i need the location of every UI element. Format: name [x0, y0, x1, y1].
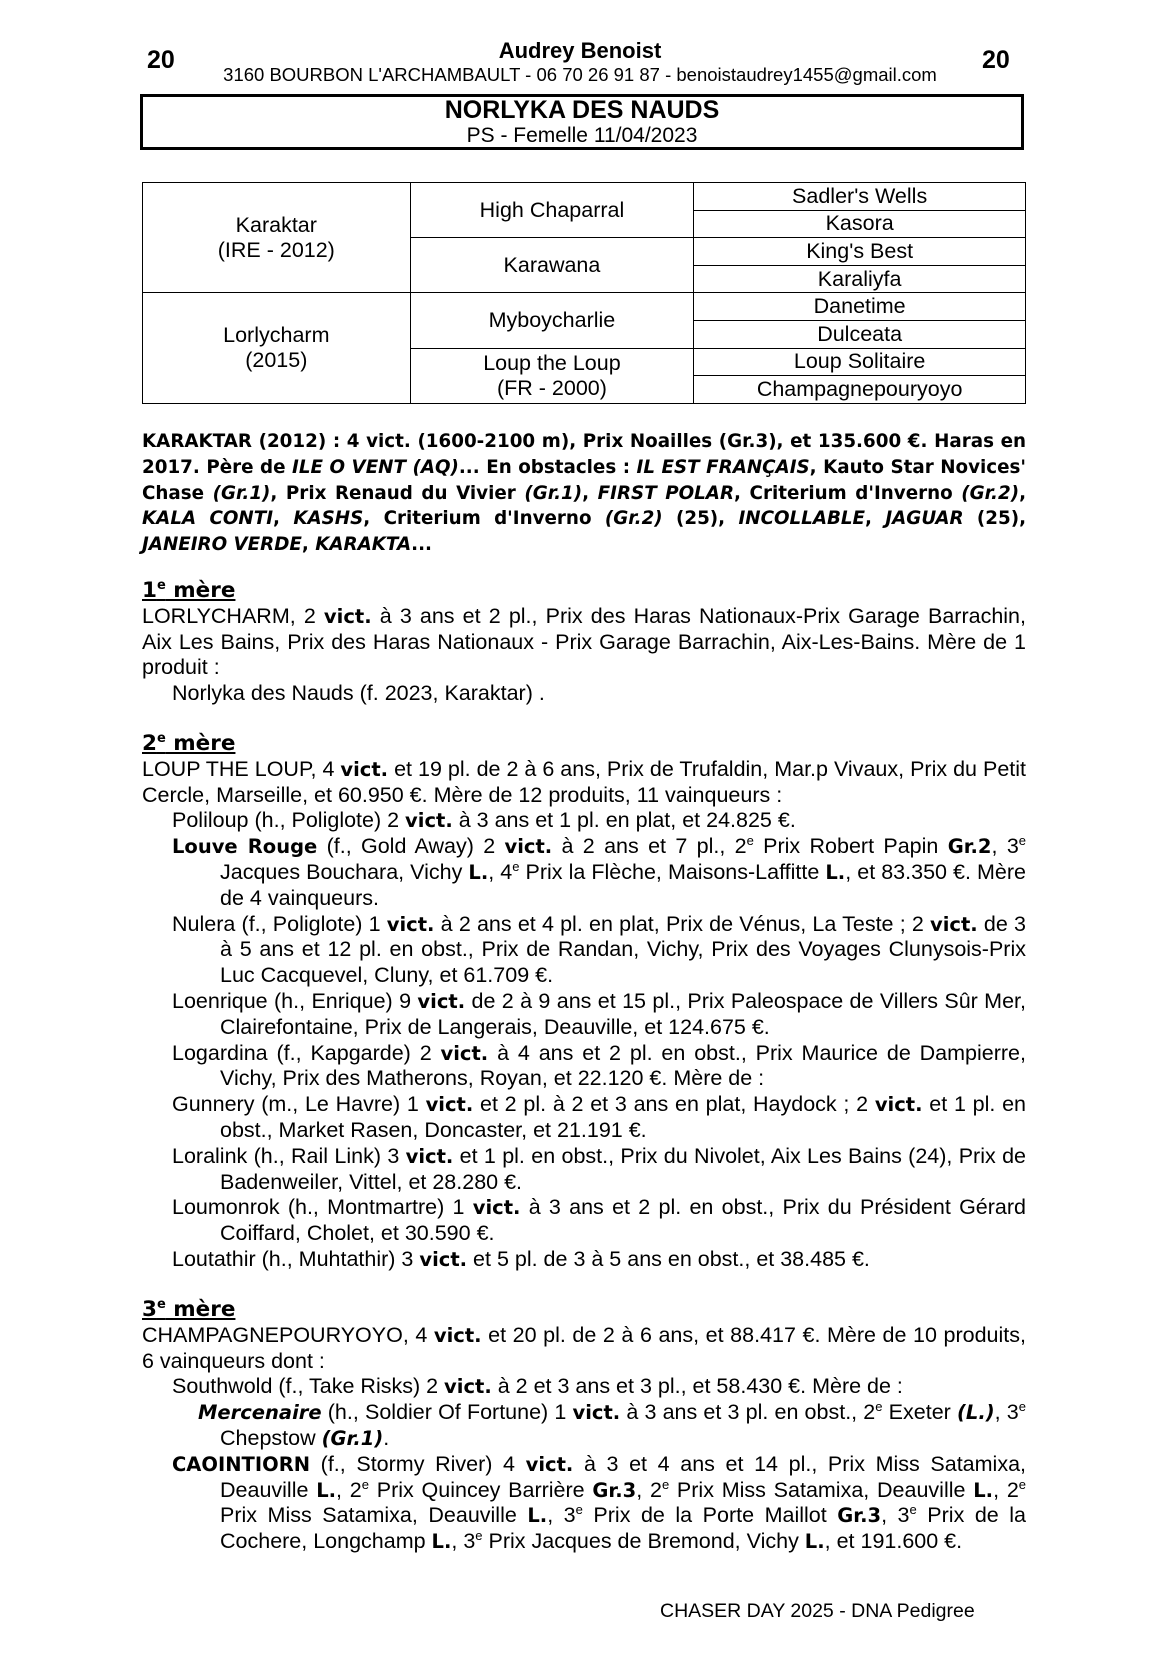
- page-footer: CHASER DAY 2025 - DNA Pedigree: [660, 1600, 975, 1622]
- text: Jacques Bouchara, Vichy: [220, 859, 469, 884]
- vict-label: vict.: [930, 912, 978, 936]
- sire-produce-name: ILE O VENT (AQ): [292, 456, 459, 478]
- produce-louve-rouge: [142, 834, 1026, 911]
- second-dam-intro: [142, 757, 1026, 809]
- race-grade: L.: [316, 1478, 337, 1502]
- text: .: [383, 1425, 390, 1450]
- race-grade: Gr.3: [592, 1478, 637, 1502]
- text: Loenrique (h., Enrique) 9: [172, 988, 418, 1013]
- text: , 3: [547, 1503, 576, 1528]
- race-grade: (Gr.1): [524, 482, 583, 504]
- lot-number-left: 20: [147, 46, 175, 74]
- pedigree-sss: Sadler's Wells: [694, 183, 1026, 211]
- first-dam-paragraph: [142, 604, 1026, 681]
- text: et 5 pl. de 3 à 5 ans en obst., et 38.485 €.: [467, 1246, 870, 1271]
- produce-loenrique: [142, 989, 1026, 1041]
- sire-produce-name: JAGUAR: [885, 508, 964, 530]
- sire-text: ...: [411, 534, 432, 556]
- produce-caointiorn: [142, 1452, 1026, 1555]
- consignor-header: [140, 38, 1020, 86]
- produce-name: Louve Rouge: [172, 835, 318, 859]
- ordinal-sup: e: [575, 1502, 583, 1518]
- race-grade: L.: [973, 1478, 994, 1502]
- vict-label: vict.: [440, 1041, 489, 1065]
- text: et 1 pl. en obst., Market Rasen, Doncaster, et 21.191 €.: [220, 1092, 1027, 1142]
- second-dam-section: [142, 731, 1026, 1273]
- race-grade: L.: [527, 1504, 548, 1528]
- vict-label: vict.: [874, 1093, 923, 1117]
- pedigree-sdd: Karaliyfa: [694, 265, 1026, 293]
- text: à 3 ans et 1 pl. en plat, et 24.825 €.: [452, 808, 796, 833]
- sire-name: Karaktar: [235, 212, 317, 237]
- text: , 2: [993, 1477, 1019, 1502]
- vict-label: vict.: [472, 1196, 521, 1220]
- second-dam-title: [142, 731, 1026, 757]
- title-sup: e: [156, 1296, 166, 1312]
- text: de 3 à 5 ans et 12 pl. en obst., Prix de Randan, Vichy, Prix des Voyages Clunysois-Prix Luc Cacquevel, Cluny, et 61.709 €.: [220, 911, 1026, 988]
- pedigree-sds: King's Best: [694, 238, 1026, 266]
- vict-label: vict.: [572, 1401, 621, 1425]
- sire-produce-name: FIRST POLAR: [597, 482, 735, 504]
- text: , 3: [994, 1400, 1019, 1425]
- text: Loutathir (h., Muhtathir) 3: [172, 1246, 420, 1271]
- text: de 2 à 9 ans et 15 pl., Prix Paleospace de Villers Sûr Mer, Clairefontaine, Prix de Langerais, Deauville, et 124.675 €.: [220, 988, 1027, 1039]
- vict-label: vict.: [386, 912, 435, 936]
- race-grade: (Gr.1): [321, 1426, 384, 1450]
- race-grade: Gr.3: [837, 1504, 882, 1528]
- ordinal-sup: e: [661, 1476, 670, 1492]
- race-grade: (Gr.1): [212, 482, 271, 504]
- text: , 3: [881, 1503, 910, 1528]
- text: Prix de la Cochere, Longchamp: [220, 1503, 1027, 1554]
- vict-label: vict.: [405, 1144, 454, 1168]
- third-dam-intro: [142, 1323, 1026, 1375]
- title-number: 1: [142, 578, 157, 603]
- title-word: mère: [165, 578, 236, 603]
- ordinal-sup: e: [1018, 1476, 1027, 1492]
- produce-poliloup: [142, 808, 1026, 834]
- text: Poliloup (h., Poliglote) 2: [172, 808, 406, 833]
- text: Prix Jacques de Bremond, Vichy: [482, 1529, 805, 1554]
- race-grade: L.: [804, 1530, 825, 1554]
- lot-number-right: 20: [982, 46, 1010, 74]
- text: , 3: [451, 1529, 476, 1554]
- text: à 4 ans et 2 pl. en obst., Prix Maurice de Dampierre, Vichy, Prix des Matherons, Royan, et 22.120 €. Mère de :: [220, 1040, 1026, 1091]
- dam-name: Lorlycharm: [223, 323, 330, 348]
- vict-label: vict.: [417, 989, 466, 1013]
- title-sup: e: [156, 577, 166, 593]
- sire-text: , Criterium d'Inverno: [363, 508, 605, 530]
- first-dam-produce: Norlyka des Nauds (f. 2023, Karaktar) .: [172, 681, 545, 706]
- vict-label: vict.: [419, 1247, 468, 1271]
- text: Prix Miss Satamixa, Deauville: [220, 1503, 528, 1528]
- text: Chepstow: [220, 1425, 322, 1450]
- horse-info: PS - Femelle 11/04/2023: [466, 124, 698, 147]
- dam-dam-info: (FR - 2000): [496, 375, 607, 400]
- text: LORLYCHARM, 2: [142, 603, 324, 628]
- text: , 2: [336, 1477, 362, 1502]
- pedigree-ssd: Kasora: [694, 210, 1026, 238]
- race-grade: (Gr.2): [961, 482, 1020, 504]
- vict-label: vict.: [525, 1452, 574, 1476]
- sire-text: ,: [273, 508, 294, 530]
- sire-produce-name: KASHS: [293, 508, 364, 530]
- ordinal-sup: e: [909, 1502, 917, 1518]
- text: et 20 pl. de 2 à 6 ans, et 88.417 €. Mère de 10 produits, 6 vainqueurs dont :: [142, 1322, 1026, 1373]
- pedigree-dam-sire: Myboycharlie: [410, 293, 694, 348]
- vict-label: vict.: [433, 1323, 482, 1347]
- sire-text: KARAKTAR (2012) : 4 vict. (1600-2100 m), Prix Noailles (Gr.3), et 135.600 €. Haras en 2017. Père de: [142, 431, 1026, 478]
- produce-name: CAOINTIORN: [172, 1452, 311, 1476]
- race-grade: L.: [468, 860, 489, 884]
- text: Prix Miss Satamixa, Deauville: [669, 1477, 974, 1502]
- text: à 2 ans et 4 pl. en plat, Prix de Vénus, La Teste ; 2: [434, 911, 931, 936]
- produce-loutathir: [142, 1247, 1026, 1273]
- pedigree-sire: [143, 183, 411, 293]
- text: Nulera (f., Poliglote) 1: [172, 911, 387, 936]
- text: Loralink (h., Rail Link) 3: [172, 1143, 406, 1168]
- text: et 19 pl. de 2 à 6 ans, Prix de Trufaldin, Mar.p Vivaux, Prix du Petit Cercle, Marseille, et 60.950 €. Mère de 12 produits, 11 vainqueurs :: [142, 756, 1026, 807]
- ordinal-sup: e: [512, 858, 520, 874]
- title-word: mère: [165, 1297, 236, 1322]
- sire-text: ,: [865, 508, 886, 530]
- sire-text: ... En obstacles :: [458, 456, 637, 478]
- text: Southwold (f., Take Risks) 2: [172, 1374, 445, 1399]
- vict-label: vict.: [425, 1093, 474, 1117]
- text: Loumonrok (h., Montmartre) 1: [172, 1195, 473, 1220]
- text: Gunnery (m., Le Havre) 1: [172, 1092, 426, 1117]
- produce-southwold: [142, 1374, 1026, 1400]
- vict-label: vict.: [323, 604, 372, 628]
- text: , 2: [636, 1477, 662, 1502]
- sire-text: , Criterium d'Inverno: [734, 482, 962, 504]
- pedigree-sire-dam: Karawana: [410, 238, 694, 293]
- first-dam-section: [142, 578, 1026, 707]
- pedigree-ddd: Champagnepouryoyo: [694, 376, 1026, 404]
- ordinal-sup: e: [475, 1528, 483, 1544]
- produce-loralink: [142, 1144, 1026, 1196]
- text: (h., Soldier Of Fortune) 1: [321, 1400, 573, 1425]
- ordinal-sup: e: [875, 1399, 883, 1415]
- sire-text: ,: [301, 534, 316, 556]
- sire-text: (25),: [963, 508, 1027, 530]
- pedigree-dds: Loup Solitaire: [694, 348, 1026, 376]
- produce-name: Mercenaire: [198, 1401, 322, 1425]
- ordinal-sup: e: [1018, 1399, 1026, 1415]
- vict-label: vict.: [444, 1375, 492, 1399]
- text: à 2 ans et 7 pl., 2: [552, 834, 747, 859]
- text: et 1 pl. en obst., Prix du Nivolet, Aix Les Bains (24), Prix de Badenweiler, Vittel, et 28.280 €.: [220, 1143, 1026, 1194]
- race-grade: L.: [825, 860, 846, 884]
- text: CHAMPAGNEPOURYOYO, 4: [142, 1322, 434, 1347]
- sire-produce-name: KALA CONTI: [142, 508, 273, 530]
- produce-logardina: [142, 1041, 1026, 1093]
- race-grade: (L.): [956, 1401, 995, 1425]
- text: Prix de la Porte Maillot: [582, 1503, 838, 1528]
- vict-label: vict.: [504, 835, 553, 859]
- dam-info: (2015): [245, 348, 308, 373]
- title-number: 3: [142, 1297, 157, 1322]
- text: à 3 et 4 ans et 14 pl., Prix Miss Satamixa, Deauville: [220, 1451, 1026, 1502]
- sire-text: ,: [1019, 482, 1027, 504]
- consignor-address: 3160 BOURBON L'ARCHAMBAULT - 06 70 26 91 87 - benoistaudrey1455@gmail.com: [223, 64, 937, 85]
- pedigree-dam-dam: [410, 348, 694, 403]
- third-dam-section: [142, 1297, 1026, 1555]
- title-word: mère: [165, 731, 236, 756]
- ordinal-sup: e: [361, 1476, 369, 1492]
- text: , et 191.600 €.: [824, 1529, 963, 1554]
- text: à 2 et 3 ans et 3 pl., et 58.430 €. Mère de :: [491, 1374, 903, 1399]
- sire-produce-name: IL EST FRANÇAIS: [636, 456, 810, 478]
- text: Prix la Flèche, Maisons-Laffitte: [519, 859, 826, 884]
- horse-name: NORLYKA DES NAUDS: [444, 96, 720, 124]
- text: à 3 ans et 3 pl. en obst., 2: [620, 1400, 876, 1425]
- text: Exeter: [882, 1400, 957, 1425]
- text: LOUP THE LOUP, 4: [142, 756, 341, 781]
- consignor-name: Audrey Benoist: [498, 38, 662, 63]
- sire-text: (25),: [662, 508, 739, 530]
- vict-label: vict.: [405, 809, 453, 833]
- sire-text: , Prix Renaud du Vivier: [270, 482, 525, 504]
- pedigree-table: [142, 182, 1026, 404]
- ordinal-sup: e: [746, 833, 754, 849]
- ordinal-sup: e: [1018, 833, 1027, 849]
- sire-produce-name: JANEIRO VERDE: [142, 534, 302, 556]
- pedigree-dam: [143, 293, 411, 403]
- sire-text: ,: [582, 482, 598, 504]
- produce-nulera: [142, 912, 1026, 989]
- text: (f., Stormy River) 4: [310, 1451, 526, 1476]
- text: Prix Quincey Barrière: [368, 1477, 593, 1502]
- text: (f., Gold Away) 2: [317, 834, 505, 859]
- text: , et 83.350 €. Mère de 4 vainqueurs.: [220, 859, 1026, 910]
- race-grade: Gr.2: [947, 835, 992, 859]
- race-grade: L.: [431, 1530, 452, 1554]
- race-grade: (Gr.2): [604, 508, 663, 530]
- sire-paragraph: [142, 429, 1026, 558]
- title-number: 2: [142, 731, 157, 756]
- sire-produce-name: INCOLLABLE: [738, 508, 866, 530]
- sire-text: , Kauto Star Novices' Chase: [142, 456, 1026, 504]
- sire-produce-name: KARAKTA: [315, 534, 412, 556]
- produce-mercenaire: [142, 1400, 1026, 1452]
- sire-info: (IRE - 2012): [217, 237, 335, 262]
- produce-gunnery: [142, 1092, 1026, 1144]
- pedigree-dsd: Dulceata: [694, 320, 1026, 348]
- text: Logardina (f., Kapgarde) 2: [172, 1040, 441, 1065]
- pedigree-dss: Danetime: [694, 293, 1026, 321]
- text: , 4: [488, 859, 513, 884]
- text: à 3 ans et 2 pl. en obst., Prix du Président Gérard Coiffard, Cholet, et 30.590 €.: [220, 1195, 1026, 1246]
- text: et 2 pl. à 2 et 3 ans en plat, Haydock ; 2: [473, 1092, 875, 1117]
- produce-loumonrok: [142, 1195, 1026, 1247]
- vict-label: vict.: [340, 757, 389, 781]
- dam-dam-name: Loup the Loup: [483, 350, 621, 375]
- text: à 3 ans et 2 pl., Prix des Haras Nationaux-Prix Garage Barrachin, Aix Les Bains, Prix des Haras Nationaux - Prix Garage Barrachin, Aix-Les-Bains. Mère de 1 produit :: [142, 603, 1026, 680]
- horse-title-box: [140, 94, 1024, 150]
- first-dam-title: [142, 578, 1026, 604]
- pedigree-sire-sire: High Chaparral: [410, 183, 694, 238]
- text: , 3: [991, 834, 1019, 859]
- third-dam-title: [142, 1297, 1026, 1323]
- title-sup: e: [156, 730, 166, 746]
- text: Prix Robert Papin: [753, 834, 948, 859]
